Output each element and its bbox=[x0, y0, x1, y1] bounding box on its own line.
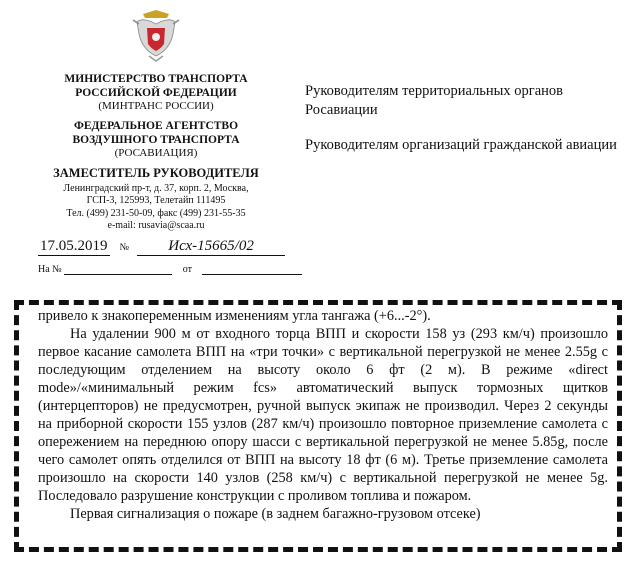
ministry-name-1: МИНИСТЕРСТВО ТРАНСПОРТА bbox=[64, 73, 248, 85]
addressee-organizations: Руководителям организаций гражданской авиации bbox=[305, 137, 617, 153]
agency-abbr: (РОСАВИАЦИЯ) bbox=[114, 147, 198, 160]
reference-date-blank bbox=[202, 274, 302, 275]
address-line-2: ГСП-3, 125993, Телетайп 111495 bbox=[86, 195, 226, 207]
ministry-name-2: РОССИЙСКОЙ ФЕДЕРАЦИИ bbox=[75, 86, 237, 99]
reference-line bbox=[38, 264, 302, 275]
official-position: ЗАМЕСТИТЕЛЬ РУКОВОДИТЕЛЯ bbox=[53, 166, 259, 181]
coat-of-arms-emblem bbox=[131, 8, 181, 63]
agency-name-2: ВОЗДУШНОГО ТРАНСПОРТА bbox=[72, 133, 240, 146]
address-line-1: Ленинградский пр-т, д. 37, корп. 2, Москва, bbox=[63, 182, 249, 194]
excerpt-body bbox=[38, 307, 608, 552]
paragraph-1: привело к знакопеременным изменениям угла тангажа (+6...-2°). bbox=[38, 308, 431, 324]
document-date: 17.05.2019 bbox=[40, 238, 108, 254]
addressee-territorial: Руководителям территориальных органов Росавиации bbox=[305, 83, 564, 118]
number-label: № bbox=[119, 242, 130, 253]
reference-from-label: от bbox=[182, 264, 192, 275]
paragraph-2: На удалении 900 м от входного торца ВПП и скорости 158 уз (293 км/ч) произошло первое касание самолета ВПП на «три точки» с вертикальной перегрузкой не менее 2.55g с последующим отделением на высоту около 6 фт (2 м). В режиме «direct mode»/«минимальный режим fcs» автоматический выпуск тормозных щитков (интерцепторов) не предусмотрен, ручной выпуск экипаж не производил. Через 2 секунды на приборной скорости 155 узлов (287 км/ч) произошло повторное приземление самолета с опережением на переднюю опору шасси с вертикальной перегрузкой не менее 5.85g, после чего самолет опять отделился от ВПП на высоту 18 фт (6 м). Третье приземление самолета произошло на скорости 140 узлов (258 км/ч) с вертикальной перегрузкой не менее 5g. Последовало разрушение конструкции с проливом топлива и пожаром. bbox=[38, 326, 608, 504]
registration-line bbox=[38, 238, 285, 256]
ministry-abbr: (МИНТРАНС РОССИИ) bbox=[98, 100, 214, 113]
agency-name-1: ФЕДЕРАЛЬНОЕ АГЕНТСТВО bbox=[73, 120, 239, 133]
reference-label: На № bbox=[38, 264, 62, 275]
document-number: Исх-15665/02 bbox=[137, 238, 285, 256]
reference-number-blank bbox=[64, 274, 172, 275]
email-line: e-mail: rusavia@scaa.ru bbox=[107, 220, 205, 232]
paragraph-3: Первая сигнализация о пожаре (в заднем багажно-грузовом отсеке) bbox=[70, 506, 481, 522]
phone-line: Тел. (499) 231-50-09, факс (499) 231-55-35 bbox=[66, 207, 246, 219]
issuer-letterhead bbox=[22, 73, 290, 233]
